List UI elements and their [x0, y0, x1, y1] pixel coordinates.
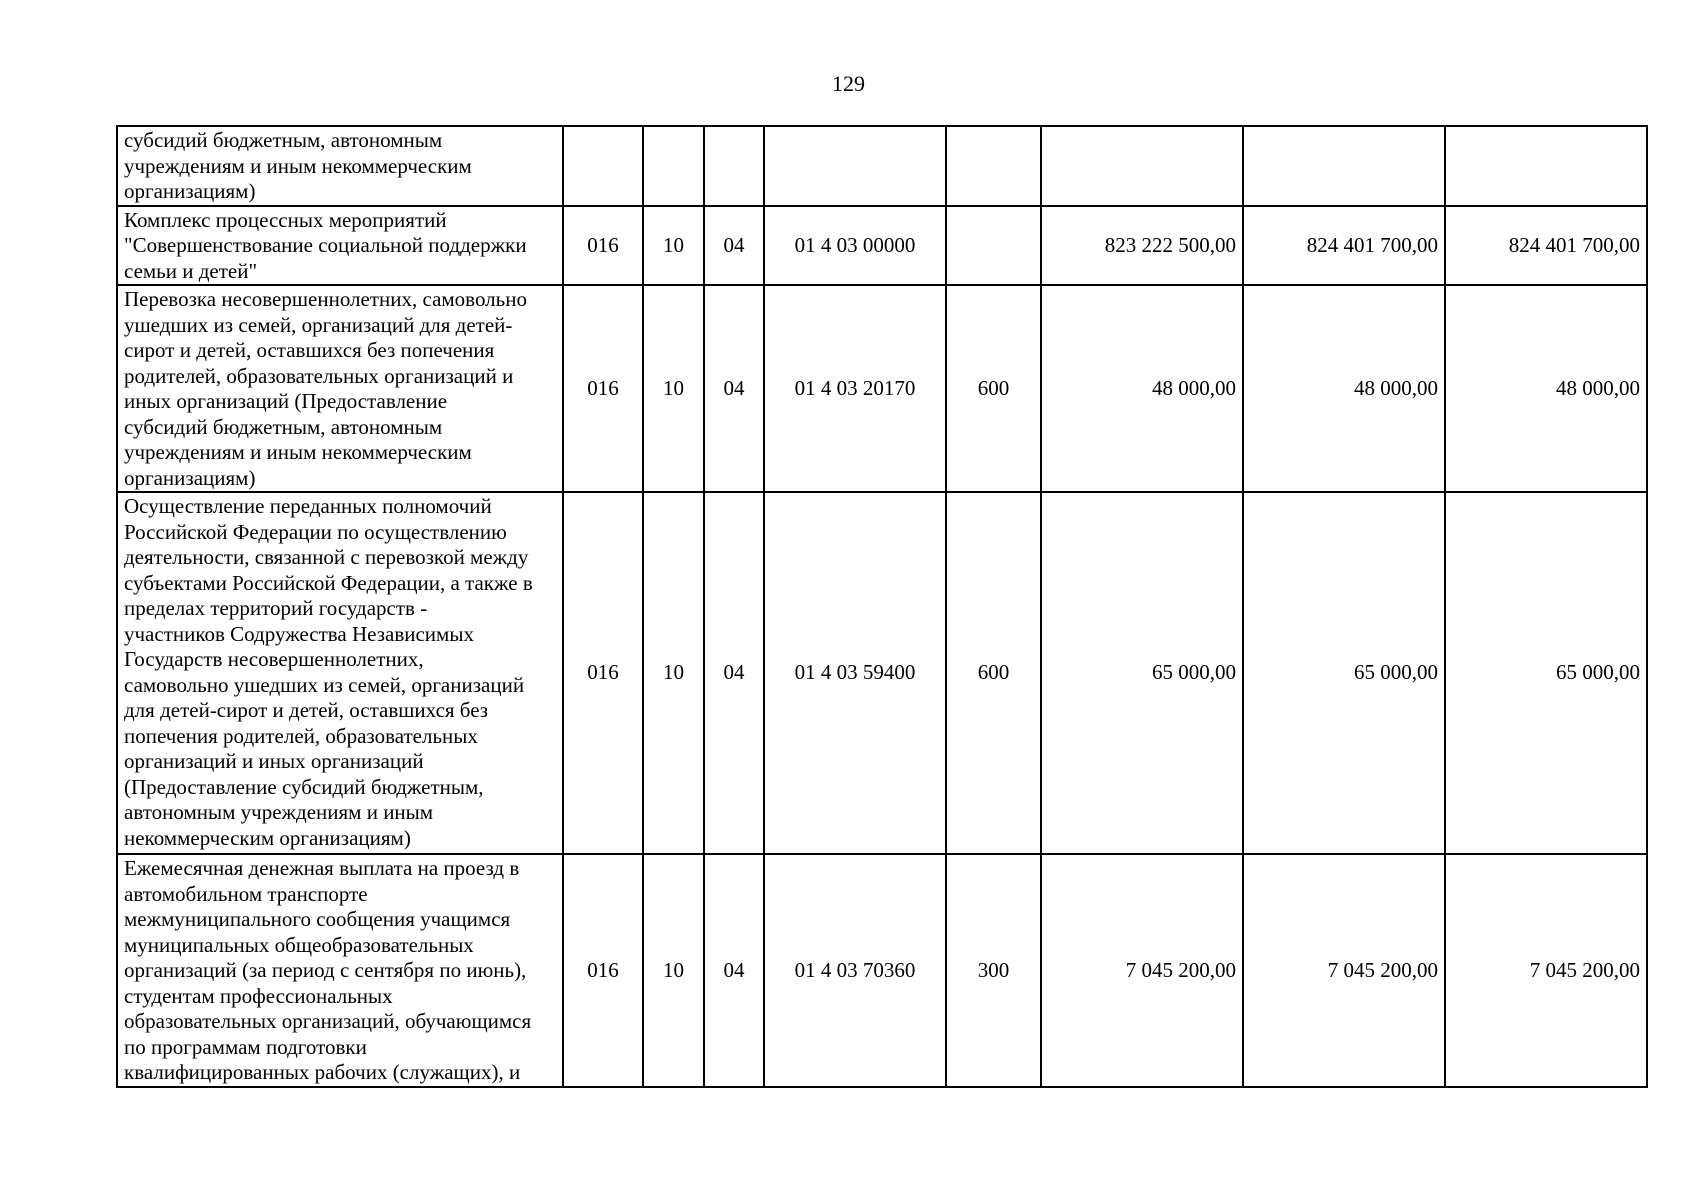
vr-cell [946, 206, 1041, 286]
table-row [117, 126, 1647, 206]
sum-year2-cell: 48 000,00 [1243, 285, 1445, 492]
sum-year1-cell: 48 000,00 [1041, 285, 1243, 492]
grbs-cell [563, 126, 643, 206]
pr-cell: 04 [704, 492, 764, 854]
sum-year1-cell [1041, 126, 1243, 206]
csr-cell: 01 4 03 59400 [764, 492, 946, 854]
table-row [117, 206, 1647, 286]
sum-year3-cell: 824 401 700,00 [1445, 206, 1647, 286]
rz-cell [643, 126, 704, 206]
grbs-cell: 016 [563, 492, 643, 854]
sum-year2-cell: 824 401 700,00 [1243, 206, 1445, 286]
sum-year3-cell [1445, 126, 1647, 206]
rz-cell: 10 [643, 285, 704, 492]
rz-cell: 10 [643, 492, 704, 854]
row-description: Комплекс процессных мероприятий "Совершенствование социальной поддержки семьи и детей" [117, 206, 563, 286]
sum-year2-cell [1243, 126, 1445, 206]
vr-cell: 300 [946, 854, 1041, 1087]
sum-year3-cell: 48 000,00 [1445, 285, 1647, 492]
pr-cell: 04 [704, 206, 764, 286]
row-description: субсидий бюджетным, автономным учреждениям и иным некоммерческим организациям) [117, 126, 563, 206]
csr-cell: 01 4 03 00000 [764, 206, 946, 286]
sum-year3-cell: 65 000,00 [1445, 492, 1647, 854]
row-description: Осуществление переданных полномочий Российской Федерации по осуществлению деятельности, связанной с перевозкой между субъектами Российской Федерации, а также в пределах территорий государств - участников Содружества Независимых Государств несовершеннолетних, самовольно ушедших из семей, организаций для детей-сирот и детей, оставшихся без попечения родителей, образовательных организаций и иных организаций (Предоставление субсидий бюджетным, автономным учреждениям и иным некоммерческим организациям) [117, 492, 563, 854]
sum-year2-cell: 65 000,00 [1243, 492, 1445, 854]
vr-cell [946, 126, 1041, 206]
rz-cell: 10 [643, 854, 704, 1087]
table-row [117, 854, 1647, 1087]
sum-year1-cell: 823 222 500,00 [1041, 206, 1243, 286]
row-description: Перевозка несовершеннолетних, самовольно ушедших из семей, организаций для детей- сирот и детей, оставшихся без попечения родителей, образовательных организаций и иных организаций (Предоставление субсидий бюджетным, автономным учреждениям и иным некоммерческим организациям) [117, 285, 563, 492]
sum-year1-cell: 7 045 200,00 [1041, 854, 1243, 1087]
grbs-cell: 016 [563, 854, 643, 1087]
rz-cell: 10 [643, 206, 704, 286]
sum-year1-cell: 65 000,00 [1041, 492, 1243, 854]
csr-cell: 01 4 03 20170 [764, 285, 946, 492]
sum-year2-cell: 7 045 200,00 [1243, 854, 1445, 1087]
page-number: 129 [832, 71, 865, 96]
grbs-cell: 016 [563, 285, 643, 492]
grbs-cell: 016 [563, 206, 643, 286]
pr-cell: 04 [704, 854, 764, 1087]
csr-cell [764, 126, 946, 206]
table-row [117, 492, 1647, 854]
csr-cell: 01 4 03 70360 [764, 854, 946, 1087]
budget-table [116, 125, 1648, 1088]
pr-cell [704, 126, 764, 206]
pr-cell: 04 [704, 285, 764, 492]
vr-cell: 600 [946, 285, 1041, 492]
vr-cell: 600 [946, 492, 1041, 854]
table-row [117, 285, 1647, 492]
sum-year3-cell: 7 045 200,00 [1445, 854, 1647, 1087]
row-description: Ежемесячная денежная выплата на проезд в автомобильном транспорте межмуниципального сообщения учащимся муниципальных общеобразовательных организаций (за период с сентября по июнь), студентам профессиональных образовательных организаций, обучающимся по программам подготовки квалифицированных рабочих (служащих), и [117, 854, 563, 1087]
